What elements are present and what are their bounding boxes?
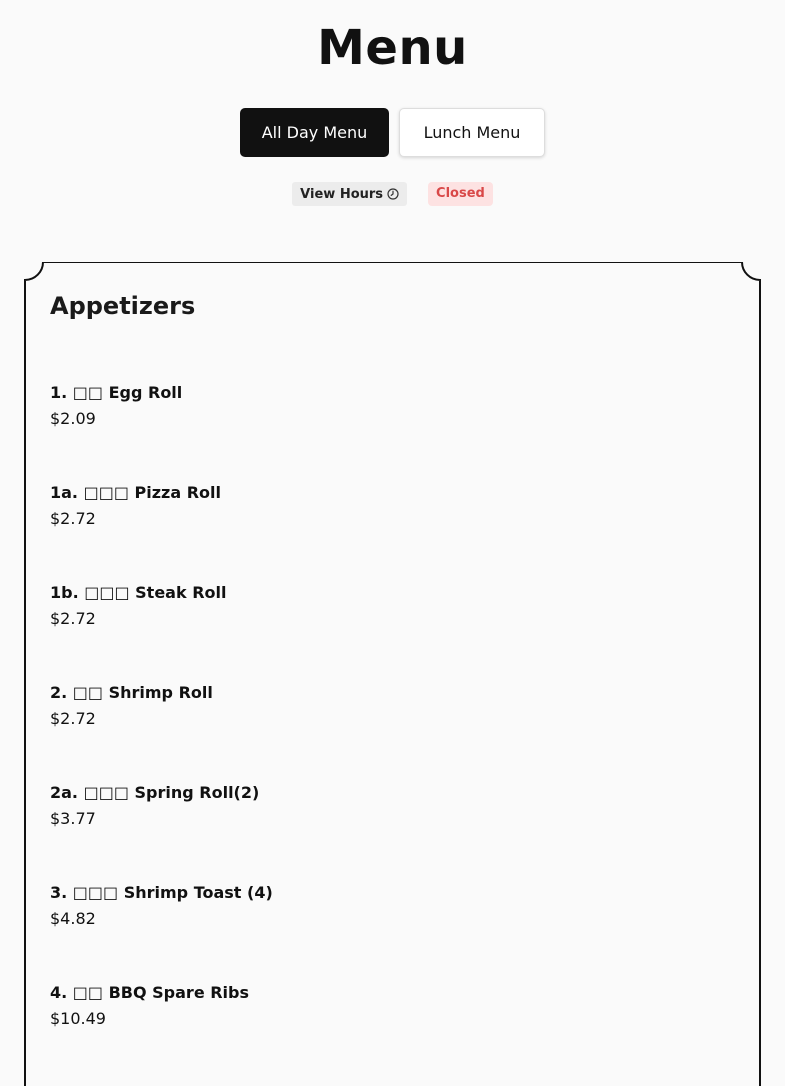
tab-lunch-menu[interactable]: Lunch Menu [399, 108, 545, 157]
menu-item-name: 4. □□ BBQ Spare Ribs [50, 983, 250, 1002]
menu-item[interactable] [50, 980, 730, 1080]
menu-item-name: 2. □□ Shrimp Roll [50, 683, 213, 702]
tab-all-day-menu[interactable]: All Day Menu [240, 108, 389, 157]
menu-item-name: 3. □□□ Shrimp Toast (4) [50, 883, 273, 902]
menu-item-price: $2.72 [50, 709, 96, 728]
menu-item-price: $3.77 [50, 809, 96, 828]
menu-item[interactable] [50, 480, 730, 580]
status-row [0, 182, 785, 206]
menu-item[interactable] [50, 780, 730, 880]
menu-item-price: $10.49 [50, 1009, 106, 1028]
status-badge: Closed [428, 182, 493, 206]
menu-item-name: 1. □□ Egg Roll [50, 383, 183, 402]
menu-item[interactable] [50, 580, 730, 680]
menu-items-list [50, 380, 730, 1080]
menu-item[interactable] [50, 380, 730, 480]
menu-item[interactable] [50, 880, 730, 980]
menu-item-name: 1a. □□□ Pizza Roll [50, 483, 221, 502]
menu-item-price: $4.82 [50, 909, 96, 928]
view-hours-label: View Hours [300, 186, 384, 202]
page-title: Menu [317, 20, 468, 76]
menu-item-price: $2.09 [50, 409, 96, 428]
menu-item-name: 2a. □□□ Spring Roll(2) [50, 783, 260, 802]
view-hours-button[interactable] [292, 182, 407, 206]
menu-tabs [0, 108, 785, 157]
menu-item[interactable] [50, 680, 730, 780]
menu-item-price: $2.72 [50, 509, 96, 528]
menu-item-price: $2.72 [50, 609, 96, 628]
section-title: Appetizers [50, 292, 196, 320]
clock-icon [387, 188, 399, 200]
menu-item-name: 1b. □□□ Steak Roll [50, 583, 227, 602]
